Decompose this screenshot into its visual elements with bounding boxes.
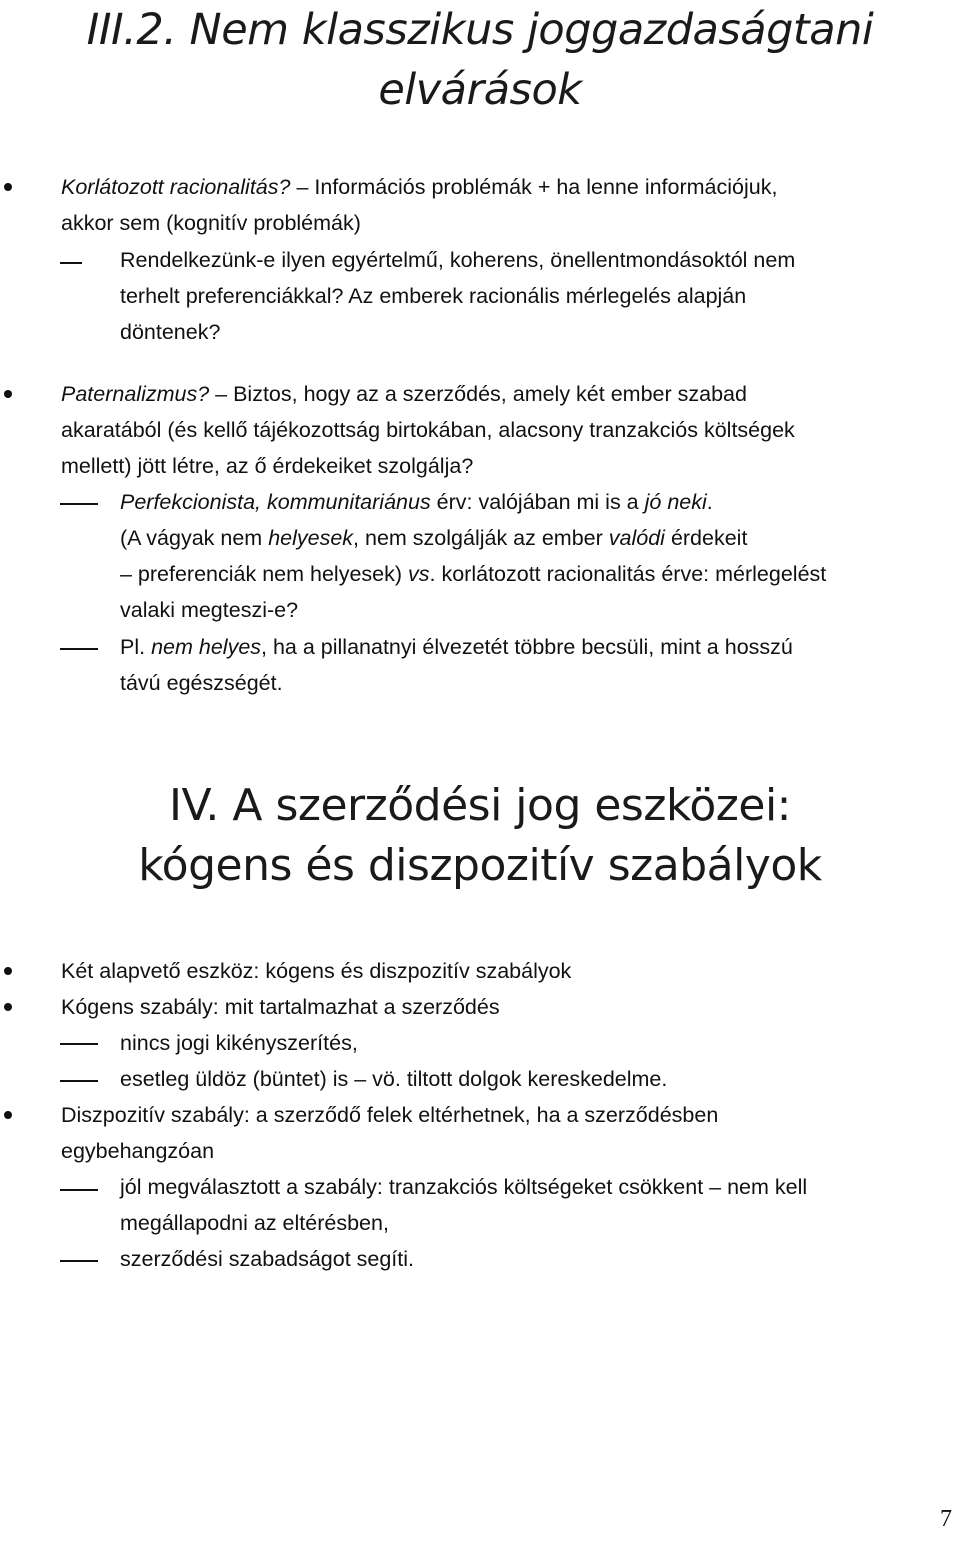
sub-well-chosen-line2: megállapodni az eltérésben, — [120, 1211, 389, 1235]
sub-perfectionist-line2: (A vágyak nem helyesek, nem szolgálják az ember valódi érdekeit — [120, 526, 748, 550]
sub-preferences-line1: Rendelkezünk-e ilyen egyértelmű, koherens, önellentmondásoktól nem — [120, 248, 796, 272]
title-line-2: kógens és diszpozitív szabályok — [138, 840, 822, 891]
page-number: 7 — [940, 1506, 952, 1532]
bullet-dispositive-line2: egybehangzóan — [61, 1139, 215, 1163]
sub-perfectionist-line1: Perfekcionista, kommunitariánus érv: valójában mi is a jó neki. — [120, 490, 713, 514]
bullet-icon — [4, 1111, 12, 1119]
bullet-icon — [4, 967, 12, 975]
term-paternalism: Paternalizmus? — [61, 382, 210, 406]
bullet-paternalism-line2: akaratából (és kellő tájékozottság birtokában, alacsony tranzakciós költségek — [61, 418, 795, 442]
sub-perfectionist-line4: valaki megteszi-e? — [120, 598, 299, 622]
sub-no-enforcement: nincs jogi kikényszerítés, — [120, 1031, 358, 1055]
sub-preferences-line2: terhelt preferenciákkal? Az emberek racionális mérlegelés alapján — [120, 284, 747, 308]
dash-icon — [60, 262, 82, 264]
bullet-dispositive-line1: Diszpozitív szabály: a szerződő felek eltérhetnek, ha a szerződésben — [61, 1103, 719, 1127]
title-line-1: IV. A szerződési jog eszközei: — [169, 780, 791, 831]
bullet-icon — [4, 183, 12, 191]
bullet-bounded-rationality-line1: Korlátozott racionalitás? – Információs problémák + ha lenne információjuk, — [61, 175, 778, 199]
dash-icon — [60, 503, 98, 505]
title-line-2: elvárások — [378, 65, 582, 115]
dash-icon — [60, 1043, 98, 1045]
dash-icon — [60, 1189, 98, 1191]
bullet-icon — [4, 1003, 12, 1011]
dash-icon — [60, 648, 98, 650]
bullet-icon — [4, 390, 12, 398]
dash-icon — [60, 1080, 98, 1082]
sub-perfectionist-line3: – preferenciák nem helyesek) vs. korlátozott racionalitás érve: mérlegelést — [120, 562, 827, 586]
section-title-iv — [0, 776, 960, 896]
dash-icon — [60, 1260, 98, 1262]
section-title-iii-2 — [0, 0, 960, 120]
title-line-1: III.2. Nem klasszikus joggazdaságtani — [86, 5, 874, 55]
bullet-two-tools: Két alapvető eszköz: kógens és diszpozitív szabályok — [61, 959, 572, 983]
bullet-bounded-rationality-line2: akkor sem (kognitív problémák) — [61, 211, 361, 235]
bullet-cogent-rule: Kógens szabály: mit tartalmazhat a szerződés — [61, 995, 500, 1019]
sub-contract-freedom: szerződési szabadságot segíti. — [120, 1247, 414, 1271]
sub-example-line1: Pl. nem helyes, ha a pillanatnyi élvezetét többre becsüli, mint a hosszú — [120, 635, 793, 659]
sub-prosecute: esetleg üldöz (büntet) is – vö. tiltott dolgok kereskedelme. — [120, 1067, 668, 1091]
sub-preferences-line3: döntenek? — [120, 320, 221, 344]
sub-example-line2: távú egészségét. — [120, 671, 283, 695]
term-bounded-rationality: Korlátozott racionalitás? — [61, 175, 291, 199]
sub-well-chosen-line1: jól megválasztott a szabály: tranzakciós költségeket csökkent – nem kell — [120, 1175, 808, 1199]
bullet-paternalism-line3: mellett) jött létre, az ő érdekeiket szolgálja? — [61, 454, 474, 478]
bullet-paternalism-line1: Paternalizmus? – Biztos, hogy az a szerződés, amely két ember szabad — [61, 382, 747, 406]
